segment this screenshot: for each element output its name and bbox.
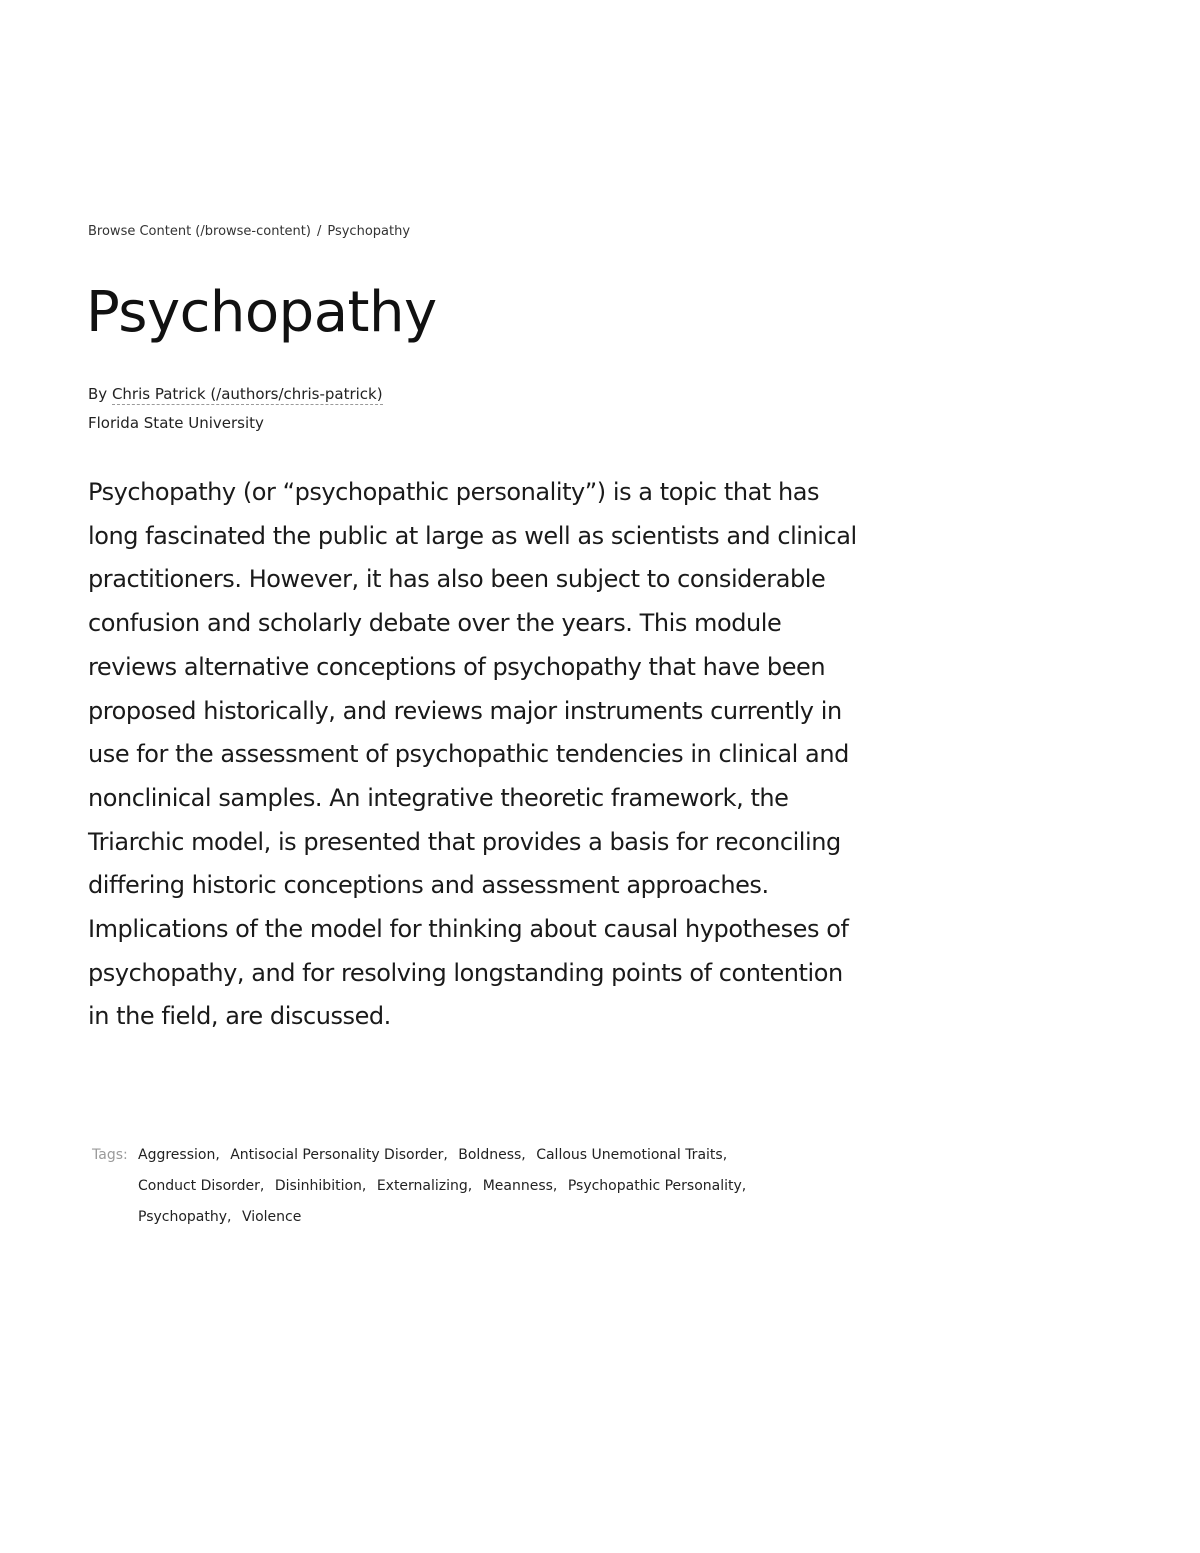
tag-separator: ,: [741, 1178, 747, 1194]
tag-link[interactable]: Externalizing: [376, 1178, 468, 1194]
tag-link[interactable]: Callous Unemotional Traits: [536, 1147, 723, 1163]
tag-link[interactable]: Disinhibition: [274, 1178, 362, 1194]
tag-separator: ,: [443, 1147, 448, 1163]
tag-separator: ,: [227, 1209, 232, 1225]
tag-link[interactable]: Antisocial Personality Disorder: [230, 1147, 444, 1163]
tags-section: [92, 1140, 782, 1233]
abstract-text: Psychopathy (or “psychopathic personality”) is a topic that has long fascinated the public at large as well as scientists and clinical practitioners. However, it has also been subject to considerable confusion and scholarly debate over the years. This module reviews alternative conceptions of psychopathy that have been proposed historically, and reviews major instruments currently in use for the assessment of psychopathic tendencies in clinical and nonclinical samples. An integrative theoretic framework, the Triarchic model, is presented that provides a basis for reconciling differing historic conceptions and assessment approaches. Implications of the model for thinking about causal hypotheses of psychopathy, and for resolving longstanding points of contention in the field, are discussed.: [88, 478, 857, 1031]
tag-separator: ,: [215, 1147, 220, 1163]
tag-separator: ,: [722, 1147, 728, 1163]
tag-separator: ,: [552, 1178, 558, 1194]
tag-link[interactable]: Conduct Disorder: [138, 1178, 260, 1194]
author-link[interactable]: Chris Patrick (/authors/chris-patrick): [111, 385, 383, 403]
tags-label: Tags:: [92, 1147, 128, 1163]
tag-separator: ,: [467, 1178, 473, 1194]
tag-link[interactable]: Meanness: [482, 1178, 553, 1194]
breadcrumb: [88, 224, 410, 239]
tags-list: [138, 1140, 782, 1233]
breadcrumb-current: Psychopathy: [327, 224, 411, 239]
tag-link[interactable]: Violence: [241, 1209, 302, 1225]
tag-separator: ,: [361, 1178, 367, 1194]
tag-separator: ,: [259, 1178, 265, 1194]
tag-link[interactable]: Boldness: [458, 1147, 522, 1163]
tag-link[interactable]: Psychopathic Personality: [567, 1178, 742, 1194]
byline-prefix: By: [88, 385, 108, 403]
breadcrumb-separator: /: [316, 224, 322, 239]
breadcrumb-browse-content-link[interactable]: Browse Content (/browse-content): [88, 224, 311, 239]
author-affiliation: Florida State University: [88, 414, 264, 432]
tag-separator: ,: [521, 1147, 526, 1163]
tag-link[interactable]: Aggression: [138, 1147, 216, 1163]
byline: [88, 385, 383, 403]
tag-link[interactable]: Psychopathy: [138, 1209, 228, 1225]
page-title: Psychopathy: [86, 280, 437, 345]
